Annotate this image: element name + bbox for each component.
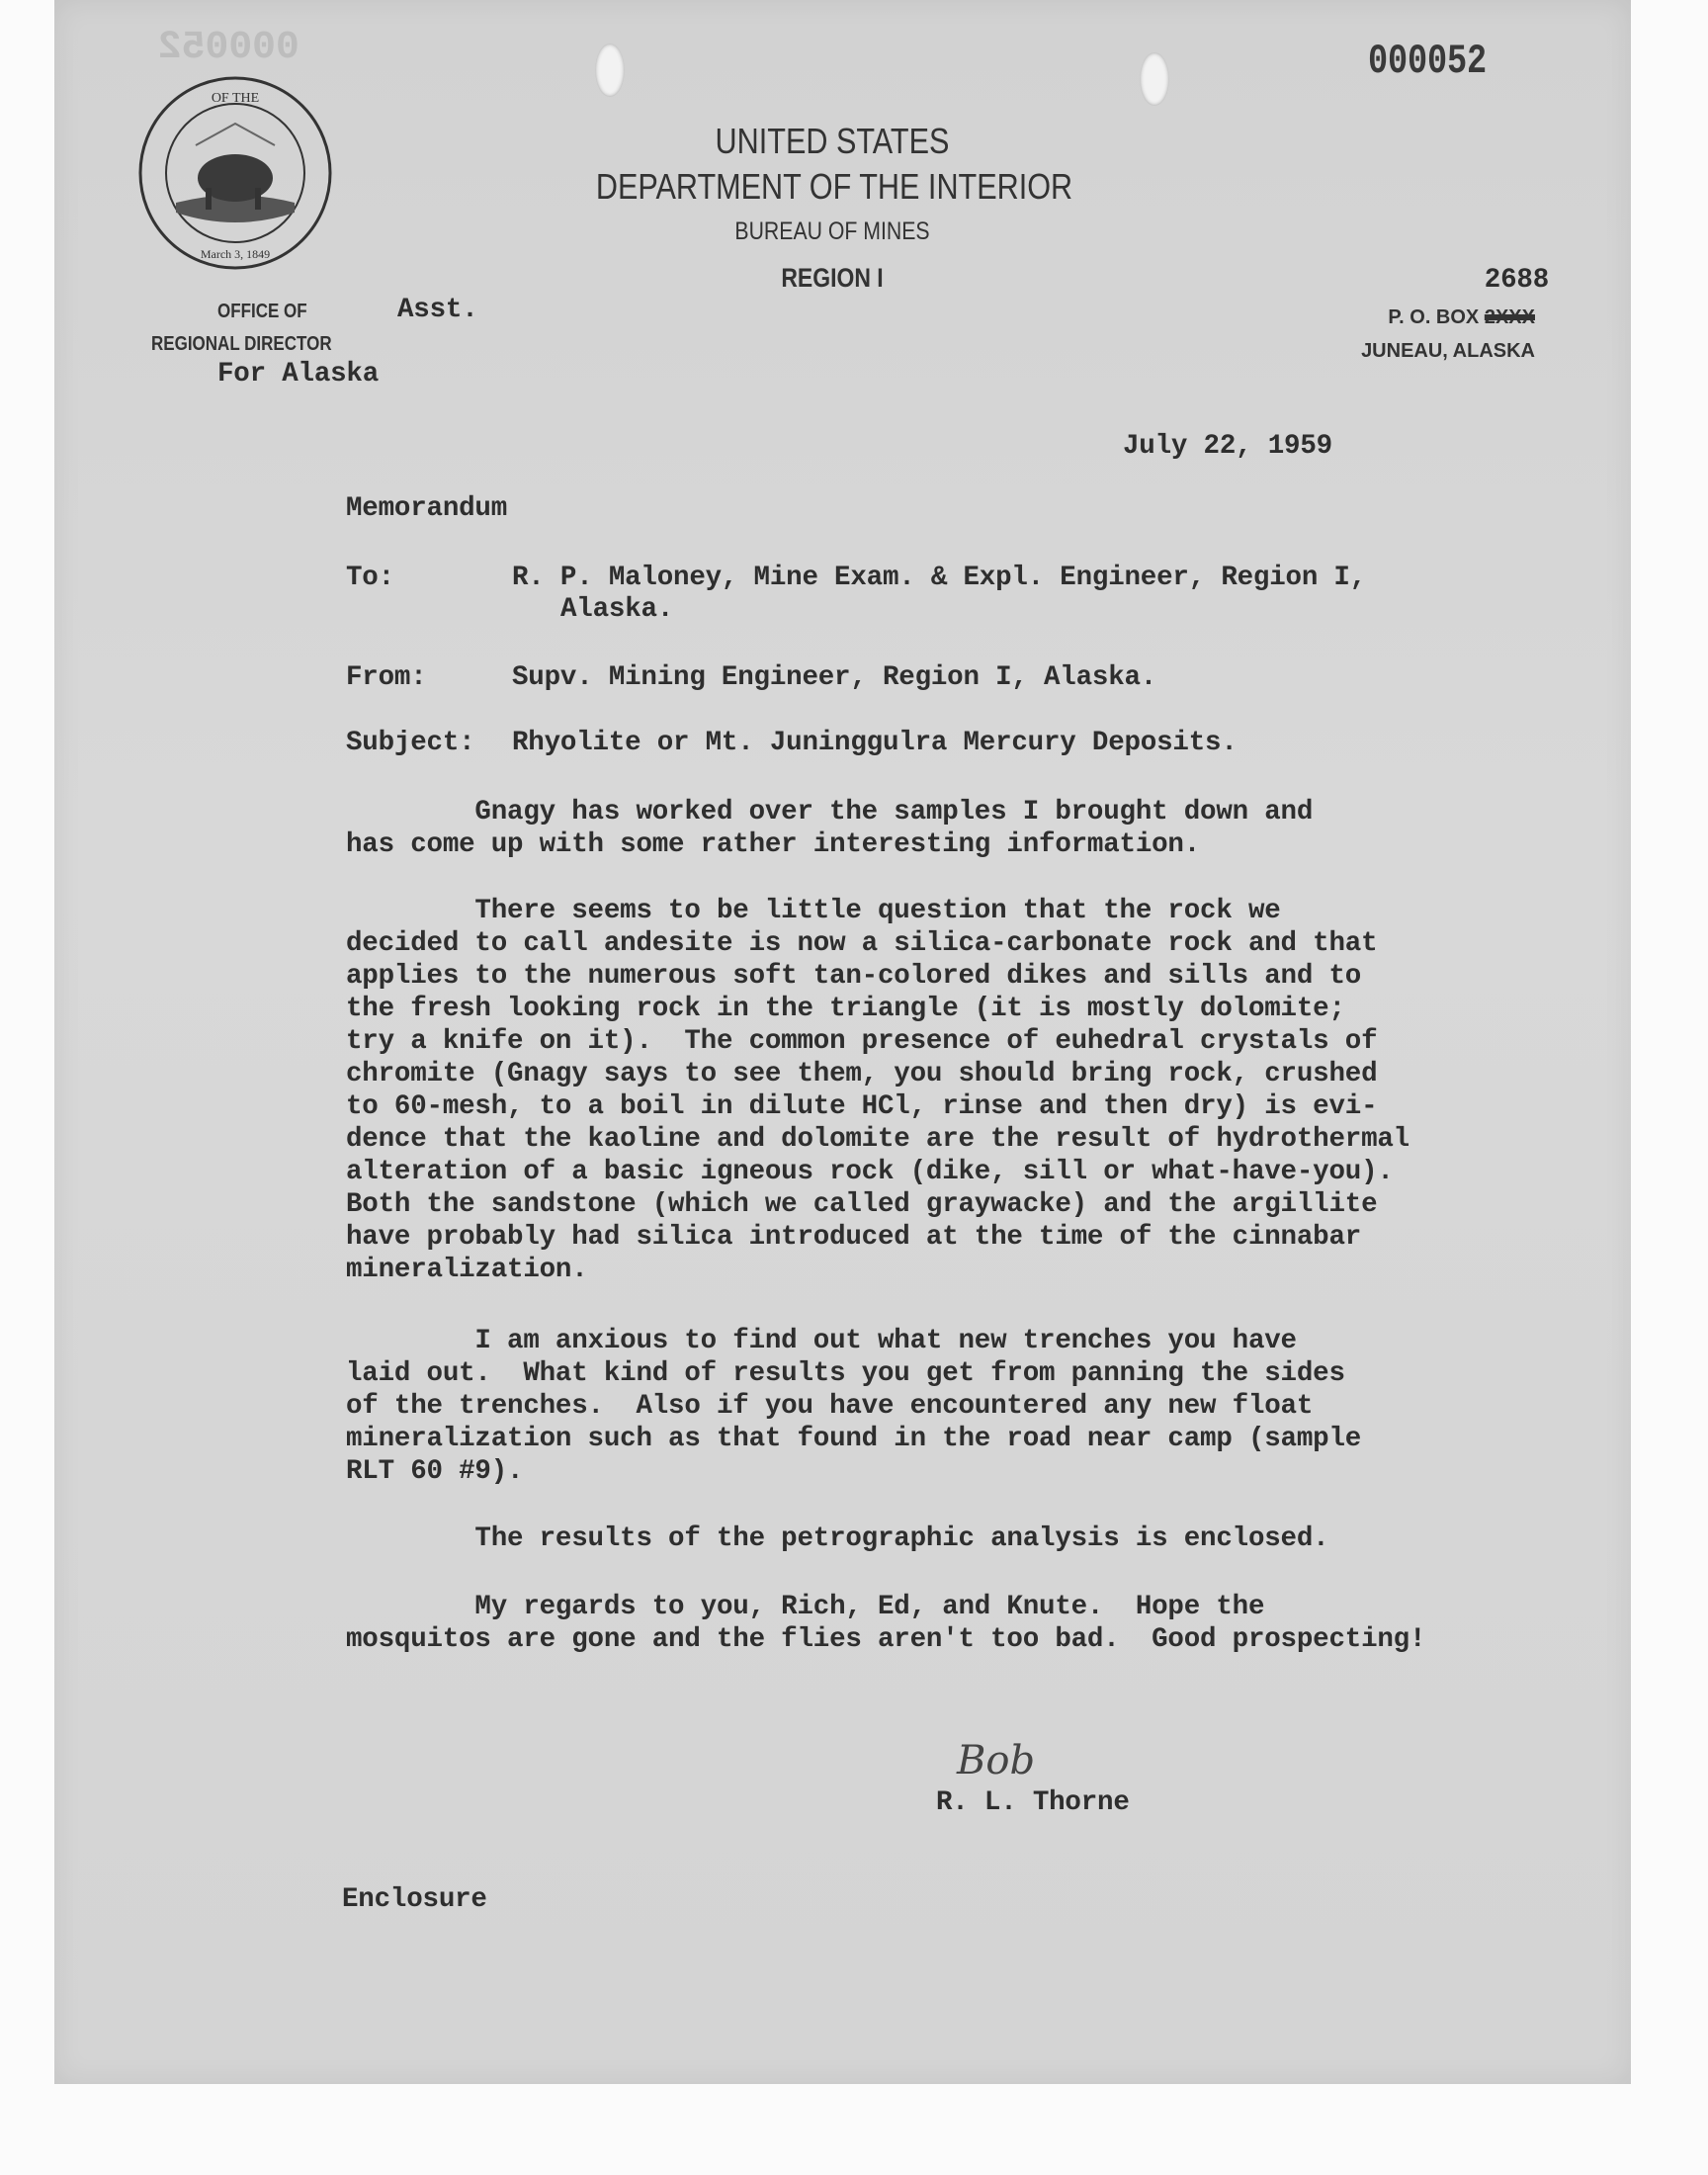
po-box-struck-number: 2XXX (1484, 306, 1535, 328)
paragraph (346, 1522, 1328, 1555)
paragraph-line: have probably had silica introduced at the time of the cinnabar (346, 1222, 1362, 1253)
from-value: Supv. Mining Engineer, Region I, Alaska. (512, 662, 1157, 693)
paragraph-line: The results of the petrographic analysis is enclosed. (346, 1523, 1329, 1554)
po-box (1388, 306, 1535, 329)
memo-type: Memorandum (346, 493, 508, 524)
svg-text:March 3, 1849: March 3, 1849 (200, 247, 271, 261)
from-label: From: (346, 662, 427, 693)
memo-date: July 22, 1959 (1123, 431, 1332, 462)
paragraph-line: mineralization. (346, 1255, 588, 1285)
box-number: 2688 (1484, 265, 1549, 296)
paragraph-line: mosquitos are gone and the flies aren't too bad. Good prospecting! (346, 1624, 1426, 1655)
letterhead-region: REGION I (781, 263, 884, 293)
paragraph (346, 796, 1313, 861)
office-asst: Asst. (397, 295, 478, 325)
paragraph-line: I am anxious to find out what new trenches you have (346, 1326, 1297, 1356)
office-of-label: OFFICE OF (217, 301, 307, 322)
paragraph-line: decided to call andesite is now a silica-carbonate rock and that (346, 928, 1378, 959)
enclosure-note: Enclosure (342, 1884, 487, 1915)
paragraph-line: Gnagy has worked over the samples I brought down and (346, 797, 1314, 827)
city: JUNEAU, ALASKA (1361, 340, 1535, 362)
paragraph-line: dence that the kaoline and dolomite are the result of hydrothermal (346, 1124, 1409, 1155)
paragraph-line: There seems to be little question that the rock we (346, 896, 1281, 926)
paragraph-line: mineralization such as that found in the road near camp (sample (346, 1424, 1362, 1454)
paragraph (346, 895, 1409, 1286)
subject-value: Rhyolite or Mt. Juninggulra Mercury Deposits. (512, 728, 1238, 758)
to-line: Alaska. (560, 594, 674, 625)
paragraph-line: chromite (Gnagy says to see them, you should bring rock, crushed (346, 1059, 1378, 1089)
paragraph (346, 1591, 1425, 1656)
paragraph-line: alteration of a basic igneous rock (dike, sill or what-have-you). (346, 1157, 1394, 1187)
to-label: To: (346, 563, 394, 593)
paragraph-line: laid out. What kind of results you get from panning the sides (346, 1358, 1345, 1389)
paragraph-line: the fresh looking rock in the triangle (it is mostly dolomite; (346, 994, 1345, 1024)
to-line: R. P. Maloney, Mine Exam. & Expl. Engineer, Region I, (512, 563, 1367, 593)
letterhead-department: DEPARTMENT OF THE INTERIOR (595, 166, 1073, 207)
paragraph-line: My regards to you, Rich, Ed, and Knute. Hope the (346, 1592, 1265, 1622)
paragraph-line: RLT 60 #9). (346, 1456, 524, 1487)
signer-name: R. L. Thorne (936, 1787, 1130, 1818)
letterhead-bureau: BUREAU OF MINES (734, 218, 930, 245)
po-box-label: P. O. BOX (1388, 306, 1480, 328)
letterhead-united-states: UNITED STATES (715, 121, 950, 161)
punch-hole (595, 44, 625, 97)
for-alaska: For Alaska (217, 359, 380, 390)
paragraph-line: applies to the numerous soft tan-colored dikes and sills and to (346, 961, 1362, 992)
handwritten-signature: Bob (957, 1738, 1036, 1784)
paragraph-line: to 60-mesh, to a boil in dilute HCl, rinse and then dry) is evi- (346, 1091, 1378, 1122)
punch-hole (1140, 52, 1169, 106)
svg-text:OF THE: OF THE (211, 91, 260, 106)
regional-director-label: REGIONAL DIRECTOR (151, 333, 332, 355)
stamp-number: 000052 (1368, 38, 1488, 85)
paragraph-line: has come up with some rather interesting information. (346, 829, 1201, 860)
department-seal-icon (136, 74, 334, 272)
paragraph-line: Both the sandstone (which we called graywacke) and the argillite (346, 1189, 1378, 1220)
paragraph-line: try a knife on it). The common presence of euhedral crystals of (346, 1026, 1378, 1057)
stamp-number-bleedthrough: 000052 (158, 26, 299, 70)
paragraph (346, 1325, 1361, 1488)
subject-label: Subject: (346, 728, 475, 758)
paragraph-line: of the trenches. Also if you have encountered any new float (346, 1391, 1314, 1422)
